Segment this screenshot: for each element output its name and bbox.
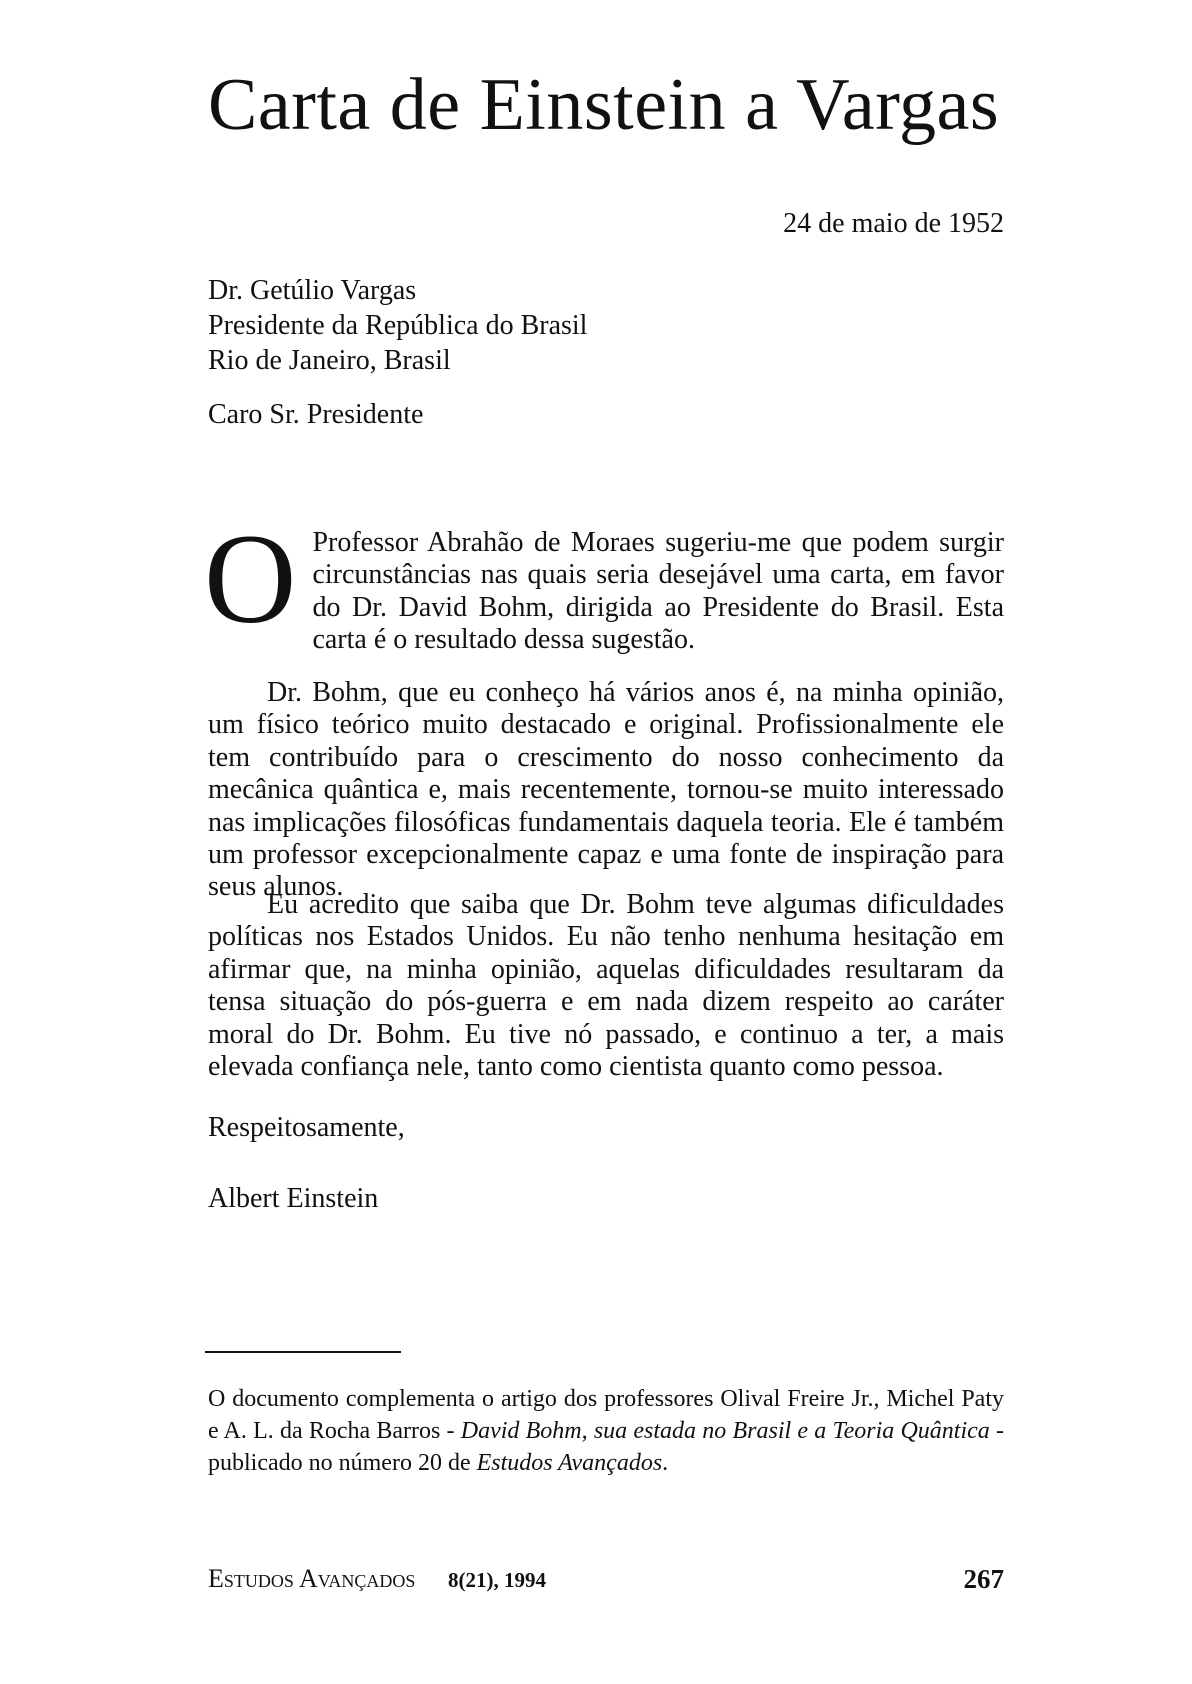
footnote-text-3: . xyxy=(662,1450,669,1476)
footnote-text-2: - publicado no número 20 de xyxy=(208,1418,1005,1476)
drop-cap: O xyxy=(204,508,297,650)
recipient-position: Presidente da República do Brasil xyxy=(208,310,588,341)
footnote-text-1: O documento complementa o artigo dos professores Olival Freire Jr., Michel Paty e A. L. da Rocha Barros - xyxy=(208,1386,1004,1444)
page-number: 267 xyxy=(963,1564,1004,1594)
page-footer xyxy=(208,1566,1004,1596)
footer-issue: 8(21), 1994 xyxy=(448,1568,546,1592)
closing: Respeitosamente, xyxy=(208,1112,405,1143)
paragraph-1-text: Professor Abrahão de Moraes sugeriu-me que podem surgir circunstâncias nas quais seria desejável uma carta, em favor do Dr. David Bohm, dirigida ao Presidente do Brasil. Esta carta é o resultado dessa sugestão. xyxy=(312,527,1004,656)
recipient-location: Rio de Janeiro, Brasil xyxy=(208,345,451,376)
paragraph-2: Dr. Bohm, que eu conheço há vários anos é, na minha opinião, um físico teórico muito destacado e original. Profissionalmente ele tem contribuído para o crescimento do nosso conhecimento da mecânica quântica e, mais recentemente, tornou-se muito interessado nas implicações filosóficas fundamentais daquela teoria. Ele é também um professor excepcionalmente capaz e uma fonte de inspiração para seus alunos. xyxy=(208,677,1004,903)
recipient-address xyxy=(208,273,587,378)
footer-journal: Estudos Avançados xyxy=(208,1564,416,1593)
letter-date: 24 de maio de 1952 xyxy=(783,208,1004,239)
footnote-journal-name: Estudos Avançados xyxy=(476,1450,663,1476)
footnote xyxy=(208,1383,1004,1479)
footnote-article-title: David Bohm, sua estada no Brasil e a Teoria Quântica xyxy=(460,1418,990,1444)
recipient-name: Dr. Getúlio Vargas xyxy=(208,275,417,306)
paragraph-3: Eu acredito que saiba que Dr. Bohm teve algumas dificuldades políticas nos Estados Unidos. Eu não tenho nenhuma hesitação em afirmar que, na minha opinião, aquelas dificuldades resultaram da tensa situação do pós-guerra e em nada dizem respeito ao caráter moral do Dr. Bohm. Eu tive nó passado, e continuo a ter, a mais elevada confiança nele, tanto como cientista quanto como pessoa. xyxy=(208,889,1004,1083)
letter-title: Carta de Einstein a Vargas xyxy=(208,64,1000,146)
paragraph-1 xyxy=(204,508,1004,657)
salutation: Caro Sr. Presidente xyxy=(208,399,424,430)
footnote-divider xyxy=(205,1351,401,1353)
signature: Albert Einstein xyxy=(208,1183,379,1214)
